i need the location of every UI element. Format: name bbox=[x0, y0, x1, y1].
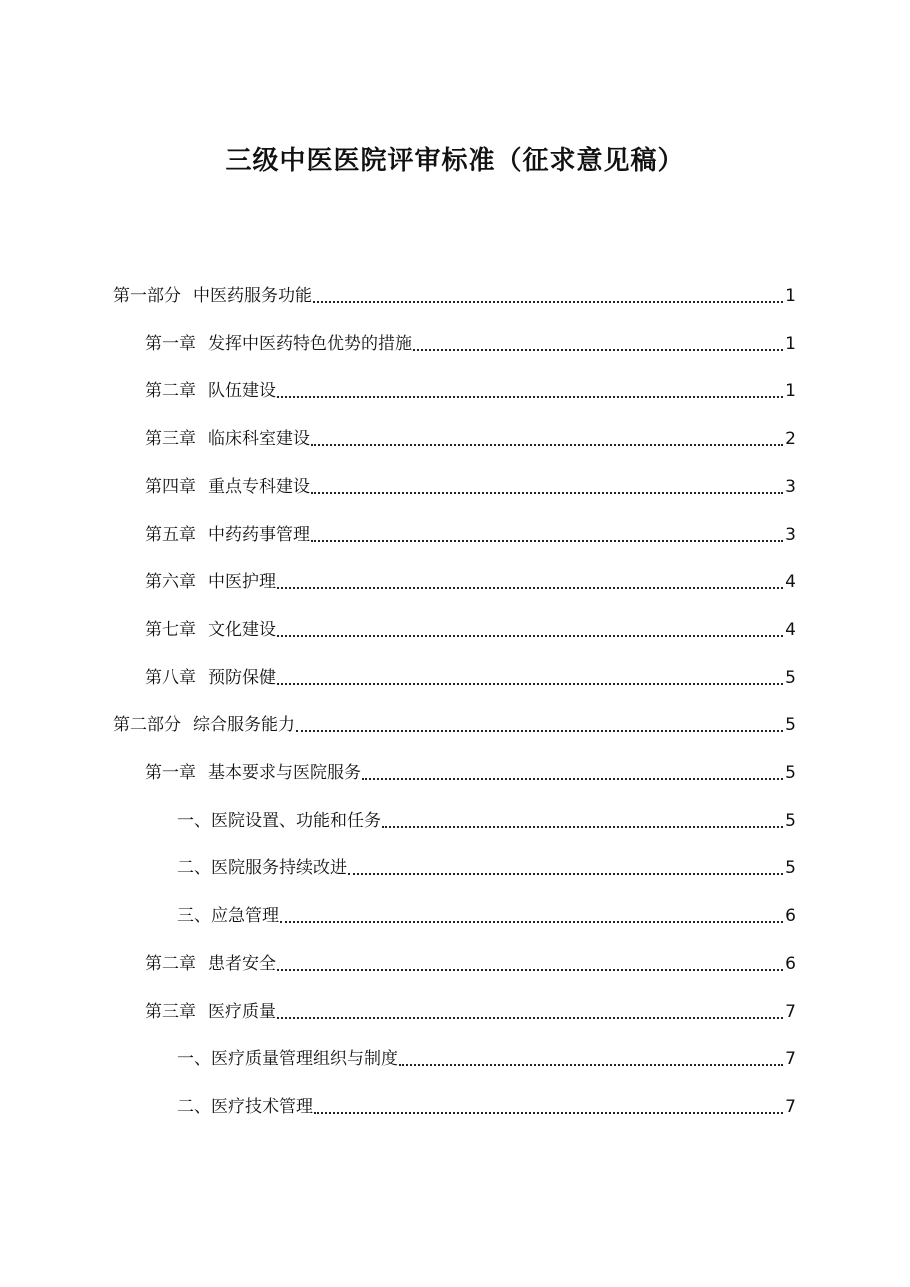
toc-page-number: 5 bbox=[785, 811, 796, 831]
toc-entry-text: 预防保健 bbox=[208, 668, 276, 688]
toc-dot-leader bbox=[296, 730, 783, 732]
toc-entry-label bbox=[145, 618, 276, 642]
toc-page-number: 6 bbox=[785, 954, 796, 974]
toc-page-number: 7 bbox=[785, 1097, 796, 1117]
toc-entry-label bbox=[145, 1000, 276, 1024]
toc-page-number: 7 bbox=[785, 1049, 796, 1069]
toc-entry[interactable] bbox=[177, 856, 796, 880]
toc-dot-leader bbox=[277, 1017, 783, 1019]
toc-dot-leader bbox=[277, 969, 783, 971]
toc-entry-label bbox=[113, 713, 295, 737]
toc-entry-text: 基本要求与医院服务 bbox=[208, 763, 361, 783]
toc-dot-leader bbox=[313, 301, 783, 303]
toc-entry-text: 一、医疗质量管理组织与制度 bbox=[177, 1049, 398, 1069]
toc-entry[interactable] bbox=[177, 1095, 796, 1119]
toc-entry-text: 患者安全 bbox=[208, 954, 276, 974]
toc-entry[interactable] bbox=[145, 570, 796, 594]
toc-entry-label bbox=[145, 666, 276, 690]
toc-entry-label bbox=[145, 332, 412, 356]
toc-dot-leader bbox=[280, 921, 783, 923]
toc-entry-label bbox=[145, 523, 310, 547]
toc-entry-text: 文化建设 bbox=[208, 620, 276, 640]
toc-entry-label bbox=[177, 809, 381, 833]
toc-dot-leader bbox=[277, 587, 783, 589]
toc-page-number: 1 bbox=[785, 381, 796, 401]
toc-page-number: 5 bbox=[785, 763, 796, 783]
toc-entry-text: 中医药服务功能 bbox=[193, 286, 312, 306]
toc-entry-number: 第六章 bbox=[145, 572, 196, 592]
toc-dot-leader bbox=[399, 1064, 783, 1066]
toc-entry[interactable] bbox=[177, 809, 796, 833]
toc-entry-text: 二、医院服务持续改进 bbox=[177, 858, 347, 878]
toc-entry-label bbox=[177, 904, 279, 928]
toc-entry-text: 三、应急管理 bbox=[177, 906, 279, 926]
toc-entry-label bbox=[177, 1047, 398, 1071]
toc-entry[interactable] bbox=[145, 523, 796, 547]
toc-entry-text: 重点专科建设 bbox=[208, 477, 310, 497]
toc-entry-label bbox=[113, 284, 312, 308]
toc-page-number: 5 bbox=[785, 668, 796, 688]
toc-entry[interactable] bbox=[145, 332, 796, 356]
toc-entry[interactable] bbox=[145, 427, 796, 451]
toc-entry[interactable] bbox=[177, 904, 796, 928]
toc-page-number: 4 bbox=[785, 620, 796, 640]
toc-entry[interactable] bbox=[113, 284, 796, 308]
toc-entry-text: 综合服务能力 bbox=[193, 715, 295, 735]
toc-entry-label bbox=[145, 570, 276, 594]
document-title: 三级中医医院评审标准（征求意见稿） bbox=[225, 146, 685, 176]
toc-entry-label bbox=[177, 1095, 313, 1119]
toc-entry-number: 第一部分 bbox=[113, 286, 181, 306]
toc-page-number: 1 bbox=[785, 334, 796, 354]
toc-entry-text: 二、医疗技术管理 bbox=[177, 1097, 313, 1117]
toc-page-number: 5 bbox=[785, 858, 796, 878]
toc-entry-number: 第三章 bbox=[145, 1002, 196, 1022]
toc-entry[interactable] bbox=[145, 952, 796, 976]
toc-dot-leader bbox=[311, 492, 783, 494]
toc-dot-leader bbox=[413, 349, 783, 351]
toc-entry[interactable] bbox=[177, 1047, 796, 1071]
toc-entry[interactable] bbox=[145, 666, 796, 690]
toc-entry[interactable] bbox=[113, 713, 796, 737]
toc-entry-label bbox=[145, 379, 276, 403]
toc-entry-number: 第二章 bbox=[145, 954, 196, 974]
toc-entry-text: 中药药事管理 bbox=[208, 525, 310, 545]
toc-entry-text: 临床科室建设 bbox=[208, 429, 310, 449]
toc-dot-leader bbox=[311, 444, 783, 446]
toc-entry-text: 发挥中医药特色优势的措施 bbox=[208, 334, 412, 354]
toc-page-number: 5 bbox=[785, 715, 796, 735]
toc-entry-number: 第五章 bbox=[145, 525, 196, 545]
toc-dot-leader bbox=[277, 396, 783, 398]
toc-entry-label bbox=[145, 427, 310, 451]
toc-entry-label bbox=[145, 952, 276, 976]
toc-dot-leader bbox=[382, 826, 783, 828]
toc-entry-number: 第八章 bbox=[145, 668, 196, 688]
toc-dot-leader bbox=[362, 778, 783, 780]
toc-entry-number: 第二部分 bbox=[113, 715, 181, 735]
toc-entry-label bbox=[145, 761, 361, 785]
toc-entry-text: 医疗质量 bbox=[208, 1002, 276, 1022]
toc-page-number: 6 bbox=[785, 906, 796, 926]
toc-entry[interactable] bbox=[145, 1000, 796, 1024]
toc-entry[interactable] bbox=[145, 618, 796, 642]
toc-entry-number: 第四章 bbox=[145, 477, 196, 497]
toc-entry-number: 第一章 bbox=[145, 763, 196, 783]
toc-entry-number: 第七章 bbox=[145, 620, 196, 640]
toc-entry-number: 第一章 bbox=[145, 334, 196, 354]
toc-page-number: 1 bbox=[785, 286, 796, 306]
toc-entry-text: 中医护理 bbox=[208, 572, 276, 592]
toc-entry-number: 第二章 bbox=[145, 381, 196, 401]
toc-entry[interactable] bbox=[145, 475, 796, 499]
toc-entry-label bbox=[145, 475, 310, 499]
toc-entry-text: 一、医院设置、功能和任务 bbox=[177, 811, 381, 831]
toc-page-number: 7 bbox=[785, 1002, 796, 1022]
toc-page-number: 3 bbox=[785, 525, 796, 545]
toc-entry-label bbox=[177, 856, 347, 880]
toc-entry-number: 第三章 bbox=[145, 429, 196, 449]
toc-dot-leader bbox=[277, 635, 783, 637]
toc-entry[interactable] bbox=[145, 761, 796, 785]
toc-dot-leader bbox=[311, 540, 783, 542]
toc-page-number: 4 bbox=[785, 572, 796, 592]
toc-dot-leader bbox=[314, 1112, 783, 1114]
toc-dot-leader bbox=[348, 873, 783, 875]
toc-page-number: 2 bbox=[785, 429, 796, 449]
toc-entry-text: 队伍建设 bbox=[208, 381, 276, 401]
toc-page-number: 3 bbox=[785, 477, 796, 497]
toc-entry[interactable] bbox=[145, 379, 796, 403]
toc-dot-leader bbox=[277, 683, 783, 685]
